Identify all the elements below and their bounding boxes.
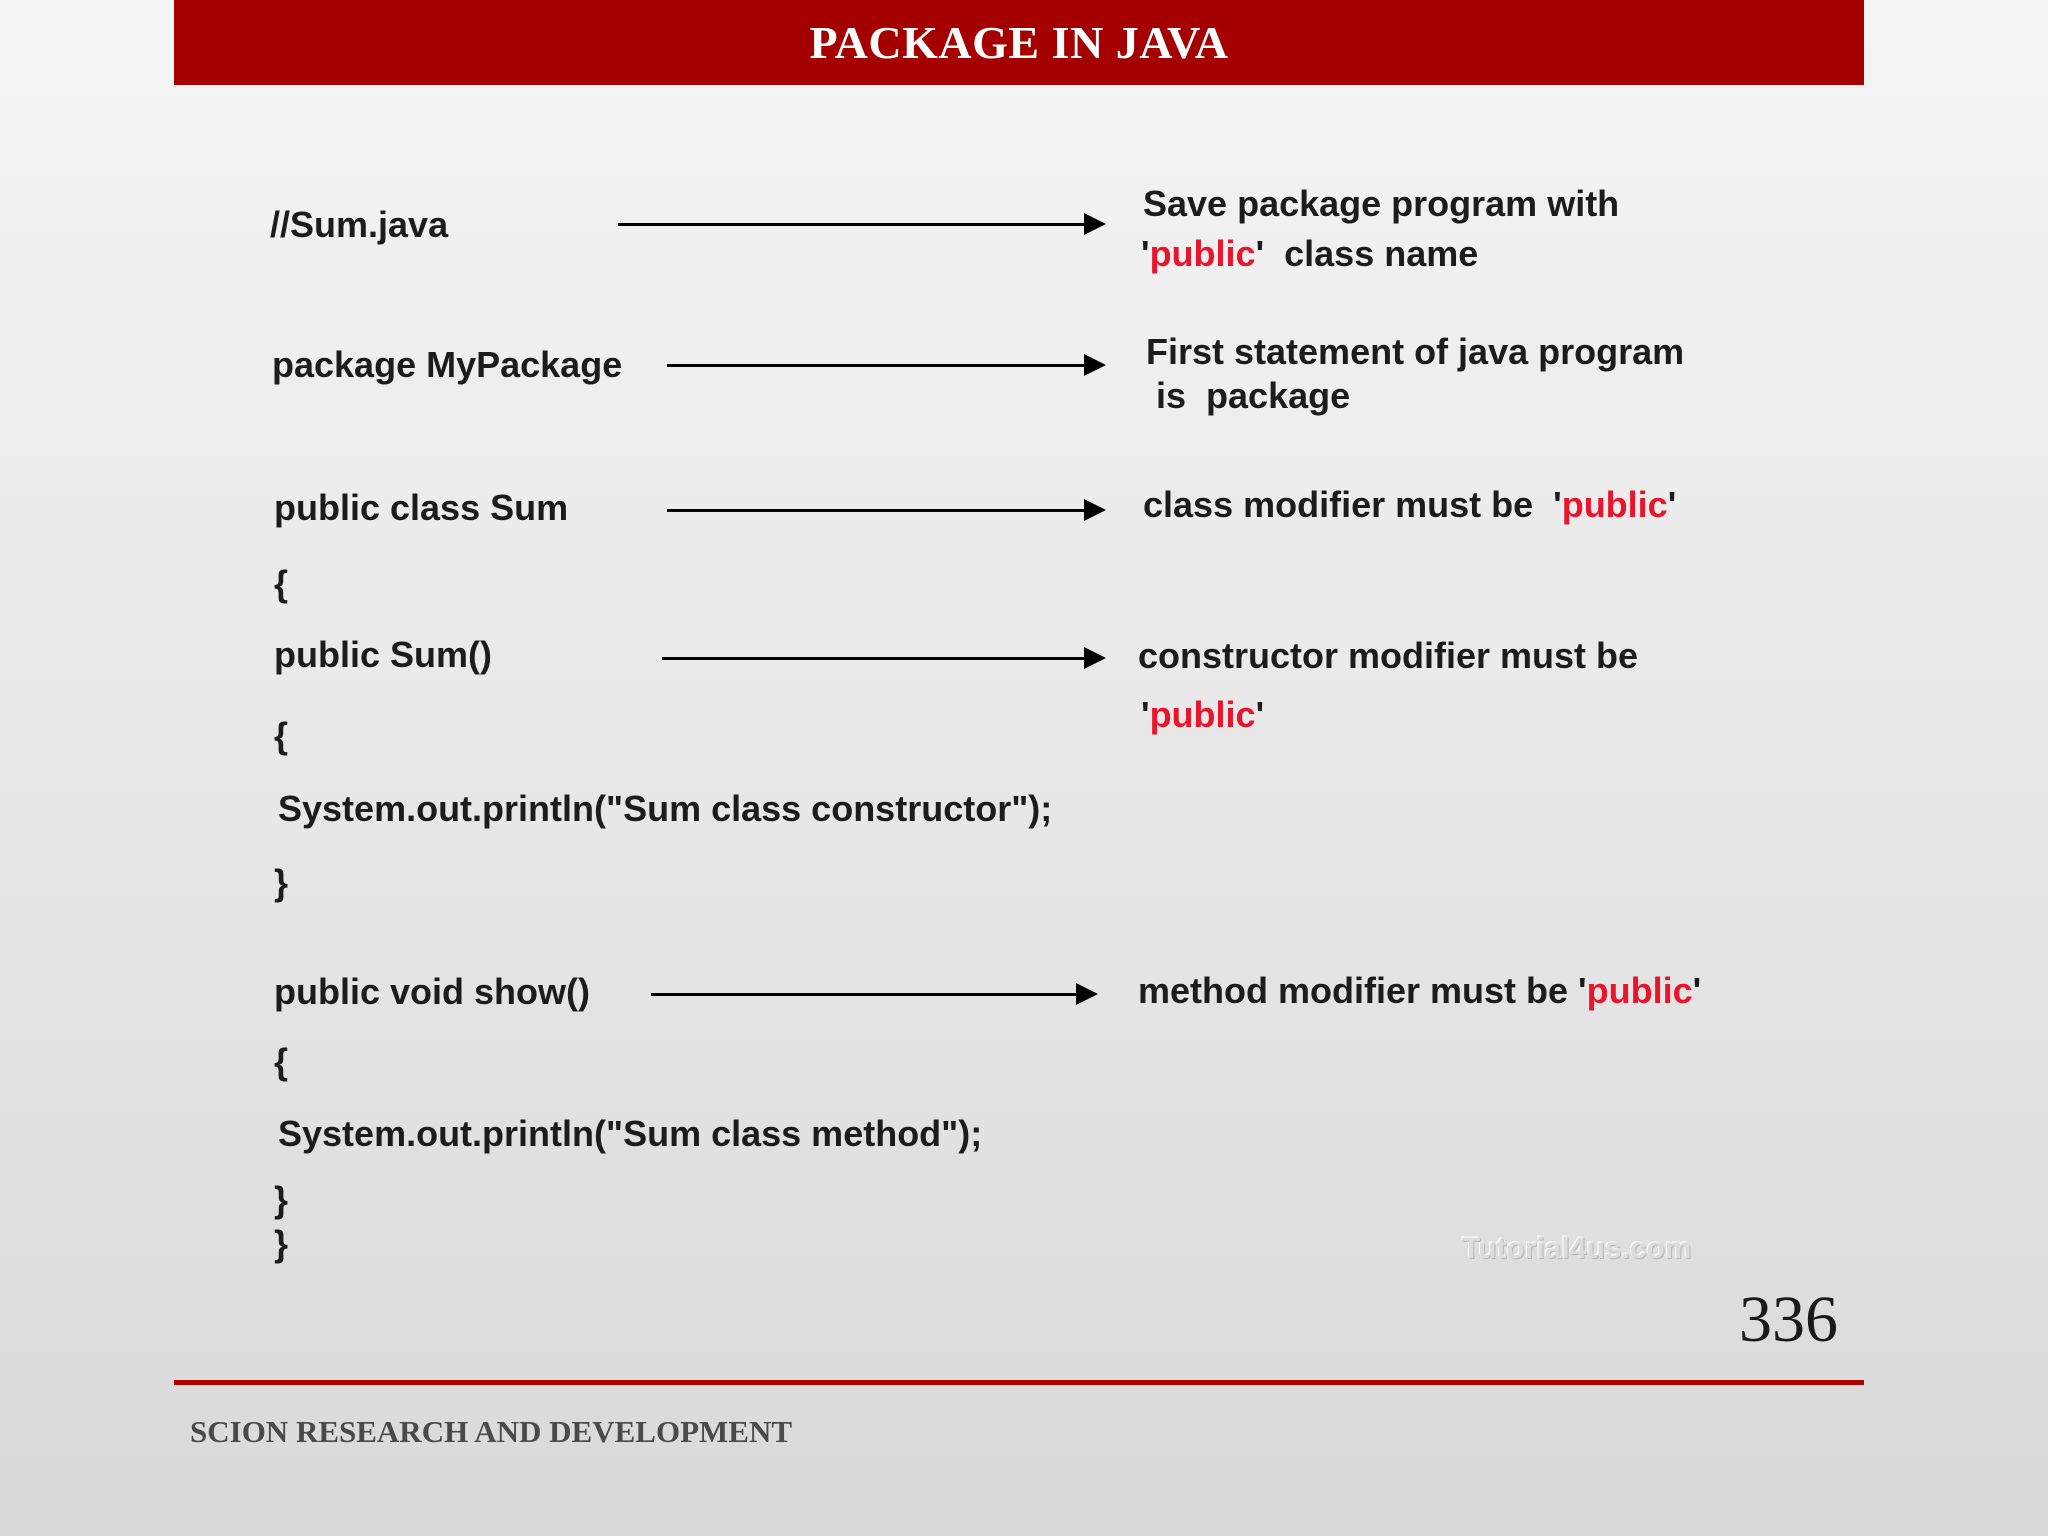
note-method-modifier: method modifier must be 'public' xyxy=(1138,970,1702,1011)
slide-title: PACKAGE IN JAVA xyxy=(809,17,1229,68)
code-open-brace: { xyxy=(274,1041,289,1082)
note-class-modifier: class modifier must be 'public' xyxy=(1143,484,1677,525)
arrow-class-to-note xyxy=(667,499,1106,521)
note-first-line2: is package xyxy=(1146,375,1351,416)
page-number: 336 xyxy=(1739,1283,1838,1356)
code-close-brace: } xyxy=(274,1223,289,1264)
code-package-decl: package MyPackage xyxy=(272,344,623,385)
footer-organization: SCION RESEARCH AND DEVELOPMENT xyxy=(190,1414,793,1449)
public-keyword: public xyxy=(1561,484,1668,525)
note-constructor-line1: constructor modifier must be xyxy=(1138,635,1639,676)
note-constructor-line2: 'public' xyxy=(1141,694,1265,735)
code-method-print: System.out.println("Sum class method"); xyxy=(278,1113,983,1154)
code-class-decl: public class Sum xyxy=(274,487,569,528)
note-first-line1: First statement of java program xyxy=(1146,331,1685,372)
public-keyword: public xyxy=(1586,970,1693,1011)
code-close-brace: } xyxy=(274,862,289,903)
arrow-file-to-save-note xyxy=(618,213,1106,235)
note-save-line1: Save package program with xyxy=(1143,183,1620,224)
code-open-brace: { xyxy=(274,563,289,604)
public-keyword: public xyxy=(1149,233,1256,274)
arrow-package-to-note xyxy=(667,354,1106,376)
code-open-brace: { xyxy=(274,715,289,756)
arrow-method-to-note xyxy=(651,983,1098,1005)
code-constructor-print: System.out.println("Sum class constructor"); xyxy=(278,788,1053,829)
code-method-decl: public void show() xyxy=(274,971,590,1012)
code-close-brace: } xyxy=(274,1179,289,1220)
public-keyword: public xyxy=(1149,694,1256,735)
code-constructor-decl: public Sum() xyxy=(274,634,492,675)
watermark: Tutorial4us.com xyxy=(1462,1232,1692,1265)
note-save-line2: 'public' class name xyxy=(1141,233,1479,274)
arrow-constructor-to-note xyxy=(662,647,1106,669)
title-bar xyxy=(174,0,1864,85)
footer-divider xyxy=(174,1380,1864,1385)
code-file-comment: //Sum.java xyxy=(270,204,449,245)
